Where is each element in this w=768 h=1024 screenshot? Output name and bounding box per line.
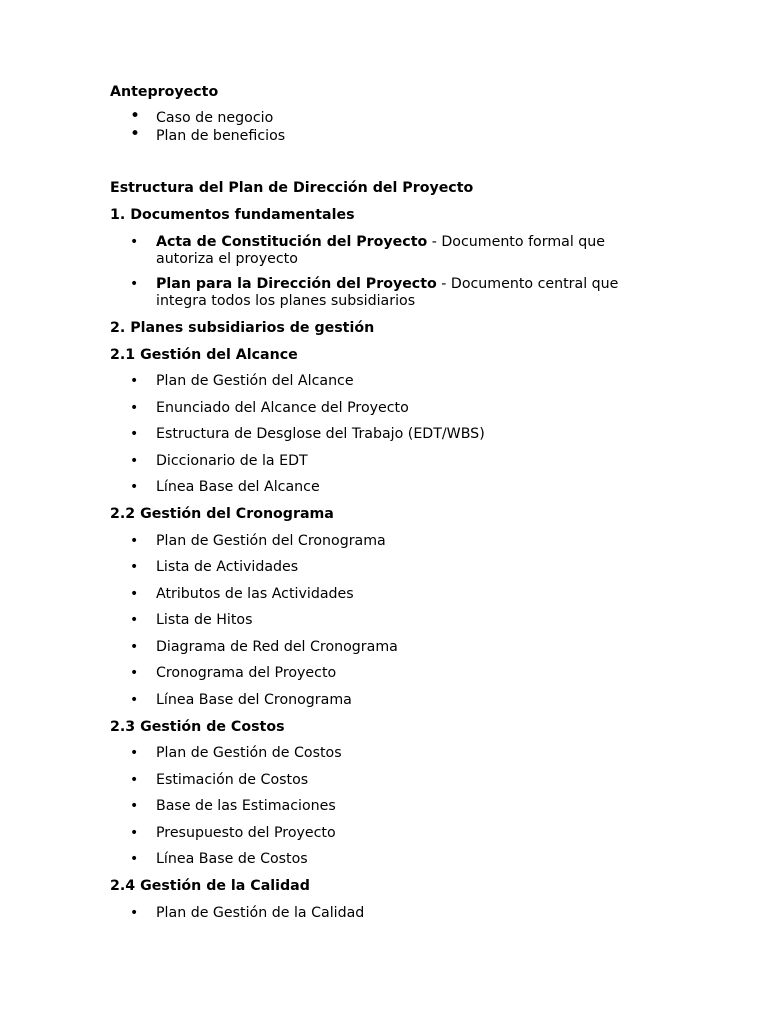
bullet-icon: • (130, 665, 139, 681)
bullet-icon: • (130, 612, 139, 628)
planes-heading: 2. Planes subsidiarios de gestión (110, 319, 375, 336)
bullet-icon: • (130, 233, 139, 250)
list-item: • Plan de Gestión de Costos (130, 745, 342, 761)
list-item (110, 234, 640, 268)
list-item: • Caso de negocio (130, 106, 274, 126)
bullet-icon: • (130, 452, 139, 469)
bullet-icon: • (130, 123, 141, 144)
item-description: - Documento central que integra todos los planes subsidiarios (156, 275, 619, 309)
list-item: • Lista de Actividades (130, 559, 299, 575)
bullet-icon: • (130, 106, 141, 126)
list-item: • Atributos de las Actividades (130, 585, 354, 602)
bullet-icon: • (130, 638, 139, 655)
bullet-icon: • (130, 824, 139, 841)
list-item: • Plan de beneficios (130, 123, 286, 144)
bullet-icon: • (130, 559, 139, 575)
cronograma-heading: 2.2 Gestión del Cronograma (110, 506, 334, 522)
item-bold-label: Acta de Constitución del Proyecto (156, 233, 428, 250)
list-item: • Estimación de Costos (130, 771, 309, 788)
documentos-heading: 1. Documentos fundamentales (110, 207, 355, 223)
estructura-heading: Estructura del Plan de Dirección del Proyecto (110, 180, 474, 196)
list-item: • Estructura de Desglose del Trabajo (EDT/WBS) (130, 426, 485, 442)
list-item: • Cronograma del Proyecto (130, 665, 337, 681)
list-item: • Enunciado del Alcance del Proyecto (130, 399, 409, 416)
bullet-icon: • (130, 532, 139, 549)
bullet-icon: • (130, 798, 139, 814)
bullet-icon: • (130, 479, 139, 495)
documentos-list (110, 234, 640, 310)
bullet-icon: • (130, 585, 139, 602)
list-item: • Plan de Gestión del Alcance (130, 373, 354, 389)
alcance-list (110, 373, 640, 496)
bullet-icon: • (130, 851, 139, 867)
cronograma-list (110, 533, 640, 709)
anteproyecto-heading: Anteproyecto (110, 84, 219, 100)
bullet-icon: • (130, 745, 139, 761)
anteproyecto-list (110, 106, 640, 145)
list-item: • Línea Base de Costos (130, 851, 308, 867)
bullet-icon: • (130, 904, 139, 921)
bullet-icon: • (130, 373, 139, 389)
calidad-list (110, 905, 640, 922)
list-item: • Línea Base del Cronograma (130, 691, 352, 708)
item-bold-label: Plan para la Dirección del Proyecto (156, 275, 437, 292)
bullet-icon: • (130, 399, 139, 416)
item-description: - Documento formal que autoriza el proyecto (156, 233, 606, 267)
list-item (110, 276, 640, 310)
list-item: • Línea Base del Alcance (130, 479, 320, 495)
list-item: • Base de las Estimaciones (130, 798, 336, 814)
costos-heading: 2.3 Gestión de Costos (110, 718, 285, 735)
costos-list (110, 745, 640, 868)
document-page (110, 84, 640, 922)
bullet-icon: • (130, 426, 139, 442)
bullet-icon: • (130, 771, 139, 788)
bullet-icon: • (130, 691, 139, 708)
alcance-heading: 2.1 Gestión del Alcance (110, 346, 298, 363)
list-item: • Diagrama de Red del Cronograma (130, 638, 398, 655)
calidad-heading: 2.4 Gestión de la Calidad (110, 878, 310, 894)
list-item: • Plan de Gestión del Cronograma (130, 532, 386, 549)
list-item: • Diccionario de la EDT (130, 452, 308, 469)
list-item: • Presupuesto del Proyecto (130, 824, 336, 841)
bullet-icon: • (130, 275, 139, 292)
list-item: • Lista de Hitos (130, 612, 253, 628)
list-item: • Plan de Gestión de la Calidad (130, 904, 365, 921)
